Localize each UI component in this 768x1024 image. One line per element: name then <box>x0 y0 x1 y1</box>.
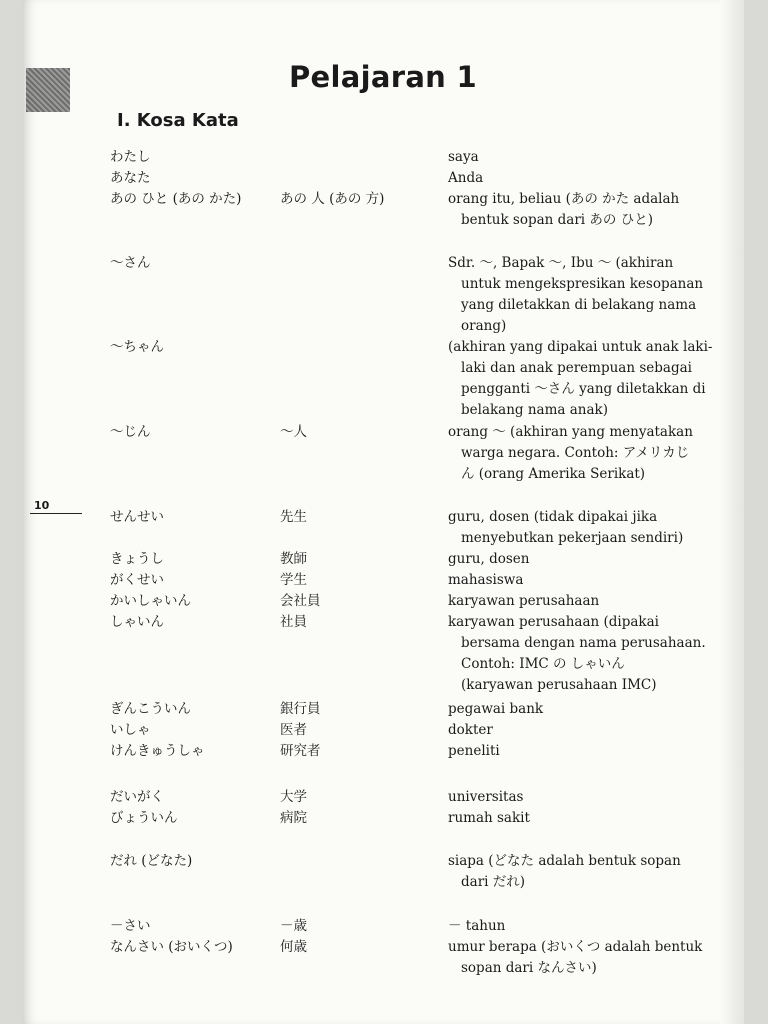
vocab-meaning-line: untuk mengekspresikan kesopanan <box>461 276 704 292</box>
book-page <box>22 0 744 1024</box>
vocab-kanji: 研究者 <box>280 743 321 759</box>
vocab-kana: けんきゅうしゃ <box>110 743 205 759</box>
vocab-meaning-line: siapa (どなた adalah bentuk sopan <box>448 853 681 869</box>
vocab-meaning-line: pengganti ～さん yang diletakkan di <box>461 381 706 397</box>
vocab-meaning <box>448 591 710 612</box>
vocab-kana: あの ひと (あの かた) <box>110 191 242 207</box>
vocab-meaning-line: guru, dosen (tidak dipakai jika <box>448 509 658 525</box>
vocab-kana: せんせい <box>110 509 164 525</box>
vocab-kana: がくせい <box>110 572 164 588</box>
vocab-kana: しゃいん <box>110 614 164 630</box>
vocab-kanji: 社員 <box>280 614 307 630</box>
vocab-kana: だいがく <box>110 789 164 805</box>
vocab-kanji: 学生 <box>280 572 307 588</box>
vocab-meaning-line: guru, dosen <box>448 551 530 567</box>
vocab-meaning-line: bersama dengan nama perusahaan. <box>461 635 706 651</box>
page-edge-shadow <box>720 0 744 1024</box>
vocab-meaning <box>448 549 710 570</box>
vocab-meaning-line: rumah sakit <box>448 810 530 826</box>
vocab-meaning-line: universitas <box>448 789 524 805</box>
vocab-kanji: あの 人 (あの 方) <box>280 191 385 207</box>
vocab-meaning-line: (karyawan perusahaan IMC) <box>461 677 657 693</box>
vocab-kana: あなた <box>110 170 151 186</box>
vocab-meaning <box>448 787 710 808</box>
vocab-meaning-line: Anda <box>448 170 484 186</box>
vocab-meaning-line: laki dan anak perempuan sebagai <box>461 360 692 376</box>
vocab-meaning-line: belakang nama anak) <box>461 402 608 418</box>
vocab-kanji: ～人 <box>280 424 307 440</box>
vocab-meaning-line: dari だれ) <box>461 874 526 890</box>
vocab-kana: －さい <box>110 918 151 934</box>
vocab-meaning <box>448 720 710 741</box>
vocab-meaning <box>448 253 710 337</box>
vocab-kana: ぎんこういん <box>110 701 191 717</box>
vocab-meaning-line: (akhiran yang dipakai untuk anak laki- <box>448 339 713 355</box>
vocab-kanji: 会社員 <box>280 593 321 609</box>
vocab-meaning <box>448 937 710 979</box>
vocab-meaning <box>448 916 710 937</box>
vocab-meaning <box>448 189 710 231</box>
vocab-meaning-line: yang diletakkan di belakang nama <box>461 297 697 313</box>
vocab-meaning-line: dokter <box>448 722 493 738</box>
vocab-meaning-line: orang ～ (akhiran yang menyatakan <box>448 424 693 440</box>
vocab-meaning-line: peneliti <box>448 743 500 759</box>
vocab-meaning <box>448 741 710 762</box>
vocab-kanji: 病院 <box>280 810 307 826</box>
vocab-meaning-line: orang) <box>461 318 507 334</box>
vocab-meaning-line: umur berapa (おいくつ adalah bentuk <box>448 939 703 955</box>
vocab-kanji: 医者 <box>280 722 307 738</box>
vocab-meaning <box>448 147 710 168</box>
vocab-meaning <box>448 337 713 421</box>
vocab-meaning-line: orang itu, beliau (あの かた adalah <box>448 191 680 207</box>
lesson-title: Pelajaran 1 <box>288 60 478 94</box>
vocab-meaning-line: warga negara. Contoh: アメリカじ <box>461 445 690 461</box>
vocab-meaning <box>448 612 710 696</box>
vocab-meaning <box>448 507 710 549</box>
vocab-meaning-line: pegawai bank <box>448 701 544 717</box>
vocab-kanji: 何歳 <box>280 939 307 955</box>
vocab-meaning-line: Sdr. ～, Bapak ～, Ibu ～ (akhiran <box>448 255 674 271</box>
vocab-kana: わたし <box>110 149 151 165</box>
vocab-kana: だれ (どなた) <box>110 853 193 869</box>
vocab-kana: いしゃ <box>110 722 151 738</box>
vocab-meaning-line: saya <box>448 149 479 165</box>
vocab-meaning-line: karyawan perusahaan (dipakai <box>448 614 659 630</box>
vocab-meaning-line: bentuk sopan dari あの ひと) <box>461 212 653 228</box>
vocab-kana: ～じん <box>110 424 151 440</box>
vocab-kana: びょういん <box>110 810 178 826</box>
vocab-meaning <box>448 699 710 720</box>
section-title: I. Kosa Kata <box>117 110 239 131</box>
vocab-meaning <box>448 570 710 591</box>
vocab-kanji: 教師 <box>280 551 307 567</box>
vocab-meaning <box>448 808 710 829</box>
vocab-meaning-line: Contoh: IMC の しゃいん <box>461 656 625 672</box>
vocab-meaning <box>448 422 710 485</box>
vocab-meaning <box>448 851 710 893</box>
vocab-meaning-line: menyebutkan pekerjaan sendiri) <box>461 530 684 546</box>
vocab-kanji: －歳 <box>280 918 307 934</box>
page-number: 10 <box>34 499 50 512</box>
vocab-kana: きょうし <box>110 551 164 567</box>
vocab-meaning-line: sopan dari なんさい) <box>461 960 597 976</box>
vocab-meaning <box>448 168 710 189</box>
vocab-kanji: 先生 <box>280 509 307 525</box>
vocab-kanji: 銀行員 <box>280 701 321 717</box>
vocab-meaning-line: ん (orang Amerika Serikat) <box>461 466 646 482</box>
vocab-meaning-line: mahasiswa <box>448 572 524 588</box>
vocab-kana: なんさい (おいくつ) <box>110 939 233 955</box>
vocab-kana: かいしゃいん <box>110 593 191 609</box>
vocab-meaning-line: － tahun <box>448 918 506 934</box>
vocab-kana: ～さん <box>110 255 151 271</box>
vocab-meaning-line: karyawan perusahaan <box>448 593 600 609</box>
vocab-kanji: 大学 <box>280 789 307 805</box>
vocab-kana: ～ちゃん <box>110 339 164 355</box>
page-number-rule <box>30 513 82 514</box>
